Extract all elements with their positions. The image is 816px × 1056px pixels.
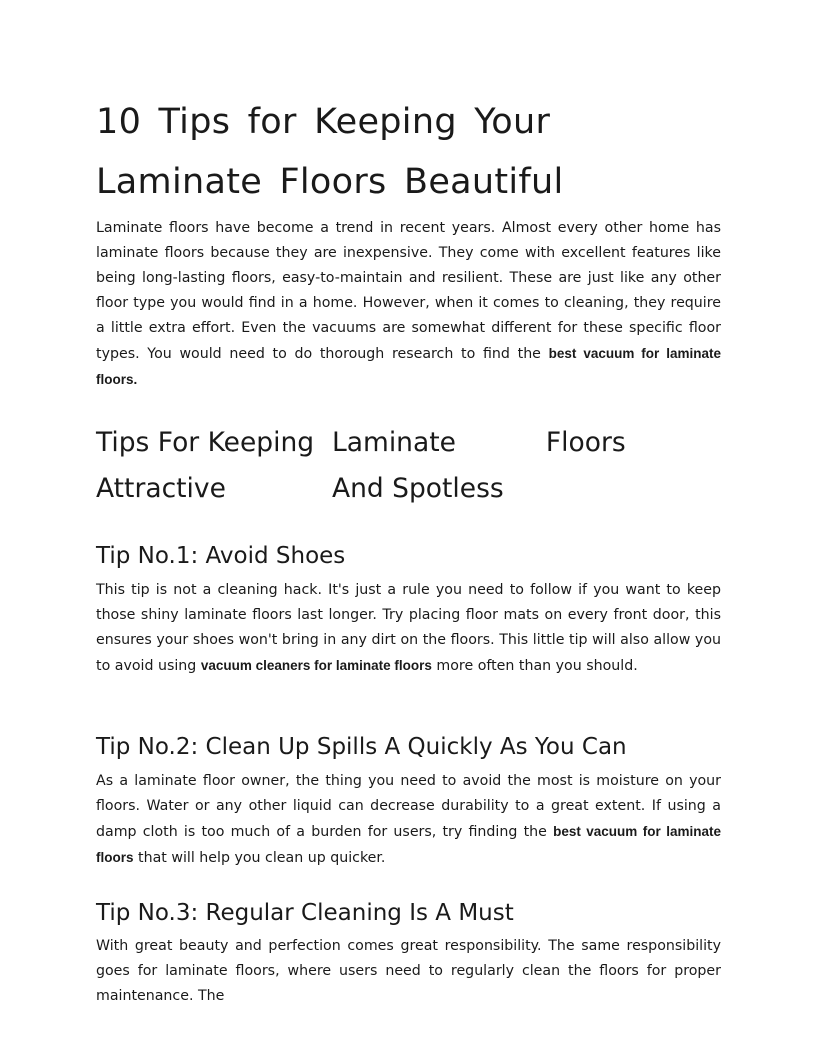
- tip-2-text: As a laminate floor owner, the thing you need to avoid the most is moisture on your floors. Water or any other liquid can decrease durability to a great extent. If using a damp cloth is too much of a burden for users, try finding the: [96, 773, 721, 840]
- section-heading-laminate: Laminate: [332, 427, 456, 458]
- tip-2-text-after: that will help you clean up quicker.: [133, 850, 386, 866]
- section-heading-col1-line2: Attractive: [96, 473, 226, 504]
- intro-paragraph: [96, 216, 721, 393]
- section-heading-col2: [332, 420, 722, 512]
- intro-bold-link-text: best vacuum for laminate floors.: [96, 346, 721, 387]
- section-heading-floors: Floors: [545, 427, 626, 458]
- tip-1-bold: vacuum cleaners for laminate floors: [200, 658, 432, 673]
- tip-2-heading: Tip No.2: Clean Up Spills A Quickly As You Can: [96, 734, 627, 760]
- tip-1-text-after: more often than you should.: [431, 658, 638, 674]
- tip-3-text: With great beauty and perfection comes great responsibility. The same responsibility goes for laminate floors, where users need to regularly clean the floors for proper maintenance. The: [96, 938, 721, 1004]
- tip-1-heading: Tip No.1: Avoid Shoes: [96, 543, 346, 569]
- section-heading-col2-line2: And Spotless: [332, 473, 504, 504]
- tip-2-paragraph: [96, 769, 721, 871]
- tip-3-heading: Tip No.3: Regular Cleaning Is A Must: [96, 900, 514, 926]
- tip-1-paragraph: [96, 578, 721, 679]
- section-heading-col1: [96, 420, 336, 512]
- section-heading-col2-line1: [332, 420, 722, 466]
- tip-1-text: This tip is not a cleaning hack. It's just a rule you need to follow if you want to keep those shiny laminate floors last longer. Try placing floor mats on every front door, this ensures your shoes won't bring in any dirt on the floors. This little tip will also allow you to avoid using: [96, 582, 721, 674]
- section-heading-col1-line1: Tips For Keeping: [96, 427, 315, 458]
- page-title: 10 Tips for Keeping Your Laminate Floors Beautiful: [96, 102, 564, 202]
- tip-2-bold: best vacuum for laminate floors: [96, 824, 721, 865]
- intro-text: Laminate floors have become a trend in recent years. Almost every other home has laminate floors because they are inexpensive. They come with excellent features like being long-lasting floors, easy-to-maintain and resilient. These are just like any other floor type you would find in a home. However, when it comes to cleaning, they require a little extra effort. Even the vacuums are somewhat different for these specific floor types. You would need to do thorough research to find the: [96, 220, 721, 362]
- tip-3-paragraph: [96, 934, 721, 1009]
